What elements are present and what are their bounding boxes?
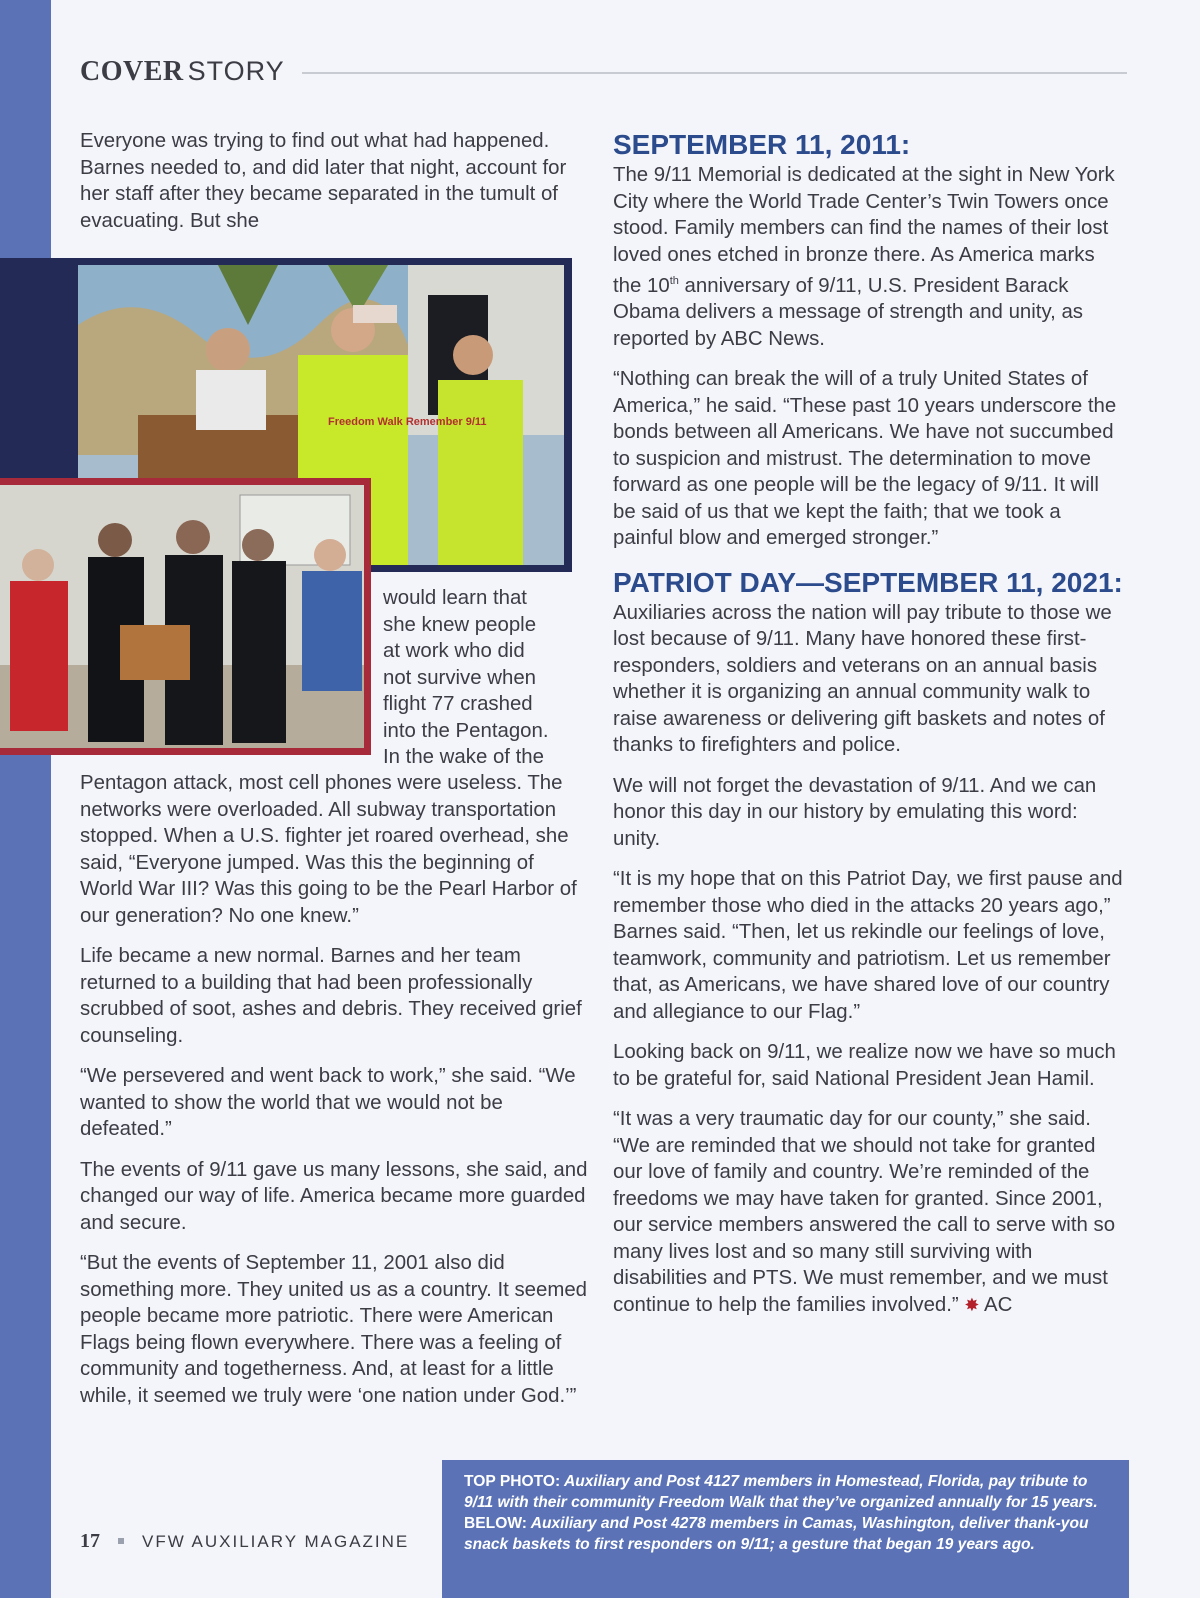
left-column-body bbox=[80, 770, 590, 1423]
bottom-photo bbox=[0, 485, 364, 748]
caption-label-below: BELOW: bbox=[464, 1515, 527, 1532]
shirt-text: Freedom Walk Remember 9/11 bbox=[328, 416, 487, 428]
wrap-line: In the wake of the bbox=[383, 746, 544, 768]
paragraph-grateful: Looking back on 9/11, we realize now we have so much to be grateful for, said National President Jean Hamil. bbox=[613, 1041, 1116, 1090]
heading-september-2011: SEPTEMBER 11, 2011: bbox=[613, 129, 911, 160]
right-column bbox=[613, 128, 1123, 1332]
intro-paragraph: Everyone was trying to find out what had happened. Barnes needed to, and did later that night, account for her staff after they became separated in the tumult of evacuating. But she bbox=[80, 130, 567, 232]
wrap-line: into the Pentagon. bbox=[383, 719, 549, 742]
caption-text-below: Auxiliary and Post 4278 members in Camas, Washington, deliver thank-you snack baskets to first responders on 9/11; a gesture that began 19 years ago. bbox=[464, 1515, 1089, 1553]
header-rule bbox=[302, 72, 1127, 74]
left-column-intro bbox=[80, 128, 570, 248]
author-initials: AC bbox=[984, 1293, 1013, 1316]
caption-label-top: TOP PHOTO: bbox=[464, 1473, 561, 1490]
paragraph-obama-quote: “Nothing can break the will of a truly United States of America,” he said. “These past 10 years underscore the bonds between all Americans. We have not succumbed to suspicion and mistrust. The determination to move forward as one people will be the legacy of 9/11. It will be said of us that we kept the faith; that we took a painful blow and emerged stronger.” bbox=[613, 368, 1117, 550]
left-color-band bbox=[0, 0, 51, 1598]
caption-text-top: Auxiliary and Post 4127 members in Homestead, Florida, pay tribute to 9/11 with their community Freedom Walk that they’ve organized annually for 15 years. bbox=[464, 1473, 1098, 1511]
page-number: 17 bbox=[80, 1530, 100, 1552]
photo-caption bbox=[464, 1471, 1114, 1555]
paragraph-hamil-quote bbox=[613, 1106, 1123, 1318]
paragraph-pentagon: Pentagon attack, most cell phones were useless. The networks were overloaded. All subway transportation stopped. When a U.S. fighter jet roared overhead, she said, “Everyone jumped. Was this the beginning of World War III? Was this going to be the Pearl Harbor of our generation? No one knew.” bbox=[80, 772, 577, 927]
separator-square bbox=[118, 1538, 124, 1544]
section-header bbox=[80, 56, 1127, 96]
wrap-line: flight 77 crashed bbox=[383, 693, 533, 715]
wrap-line: she knew people bbox=[383, 613, 537, 636]
paragraph-barnes-hope: “It is my hope that on this Patriot Day, we first pause and remember those who died in the attacks 20 years ago,” Barnes said. “Then, let us rekindle our feelings of love, teamwork, community and patriotism. Let us remember that, as Americans, we have shared love of our country and allegiance to our Flag.” bbox=[613, 868, 1123, 1023]
wrap-line: not survive when bbox=[383, 666, 537, 689]
section-label-story: STORY bbox=[187, 56, 285, 86]
hamil-quote-text: “It was a very traumatic day for our county,” she said. “We are reminded that we should not take for granted our love of family and country. We’re reminded of the freedoms we may have taken for granted. Since 2001, our service members answered the call to serve with so many lives lost and so many still surviving with disabilities and PTS. We must remember, and we must continue to help the families involved.” bbox=[613, 1108, 1116, 1316]
wrap-line: at work who did bbox=[383, 640, 525, 662]
paragraph-lessons: The events of 9/11 gave us many lessons, she said, and changed our way of life. America became more guarded and secure. bbox=[80, 1158, 588, 1234]
wrap-text-block bbox=[383, 585, 583, 771]
maple-leaf-icon: ✸ bbox=[964, 1294, 980, 1315]
heading-patriot-day: PATRIOT DAY—SEPTEMBER 11, 2021: bbox=[613, 566, 1123, 598]
photo-caption-box bbox=[442, 1460, 1129, 1598]
paragraph-new-normal: Life became a new normal. Barnes and her team returned to a building that had been professionally scrubbed of soot, ashes and debris. They received grief counseling. bbox=[80, 945, 582, 1047]
magazine-name: VFW AUXILIARY MAGAZINE bbox=[142, 1532, 410, 1551]
paragraph-memorial bbox=[613, 162, 1123, 352]
wrap-line: would learn that bbox=[383, 587, 527, 609]
memorial-text-a: The 9/11 Memorial is dedicated at the sight in New York City where the World Trade Center’s Twin Towers once stood. Family members can find the names of their lost loved ones etched in bronze there. As America marks the 10 bbox=[613, 164, 1115, 297]
superscript: th bbox=[669, 275, 679, 287]
paragraph-persevered: “We persevered and went back to work,” she said. “We wanted to show the world that we would not be defeated.” bbox=[80, 1065, 576, 1140]
paragraph-united: “But the events of September 11, 2001 also did something more. They united us as a country. It seemed people became more patriotic. There were American Flags being flown everywhere. There was a feeling of community and togetherness. And, at least for a little while, it seemed we truly were ‘one nation under God.’” bbox=[80, 1252, 588, 1407]
memorial-text-b: anniversary of 9/11, U.S. President Barack Obama delivers a message of strength and unity, as reported by ABC News. bbox=[613, 274, 1083, 350]
paragraph-auxiliaries: Auxiliaries across the nation will pay tribute to those we lost because of 9/11. Many have honored these first-responders, soldiers and veterans on an annual basis whether it is organizing an annual community walk to raise awareness or delivering gift baskets and notes of thanks to firefighters and police. bbox=[613, 601, 1112, 757]
page-footer bbox=[80, 1530, 409, 1553]
section-label-cover: COVER bbox=[80, 56, 184, 87]
paragraph-unity: We will not forget the devastation of 9/11. And we can honor this day in our history by emulating this word: unity. bbox=[613, 774, 1097, 850]
